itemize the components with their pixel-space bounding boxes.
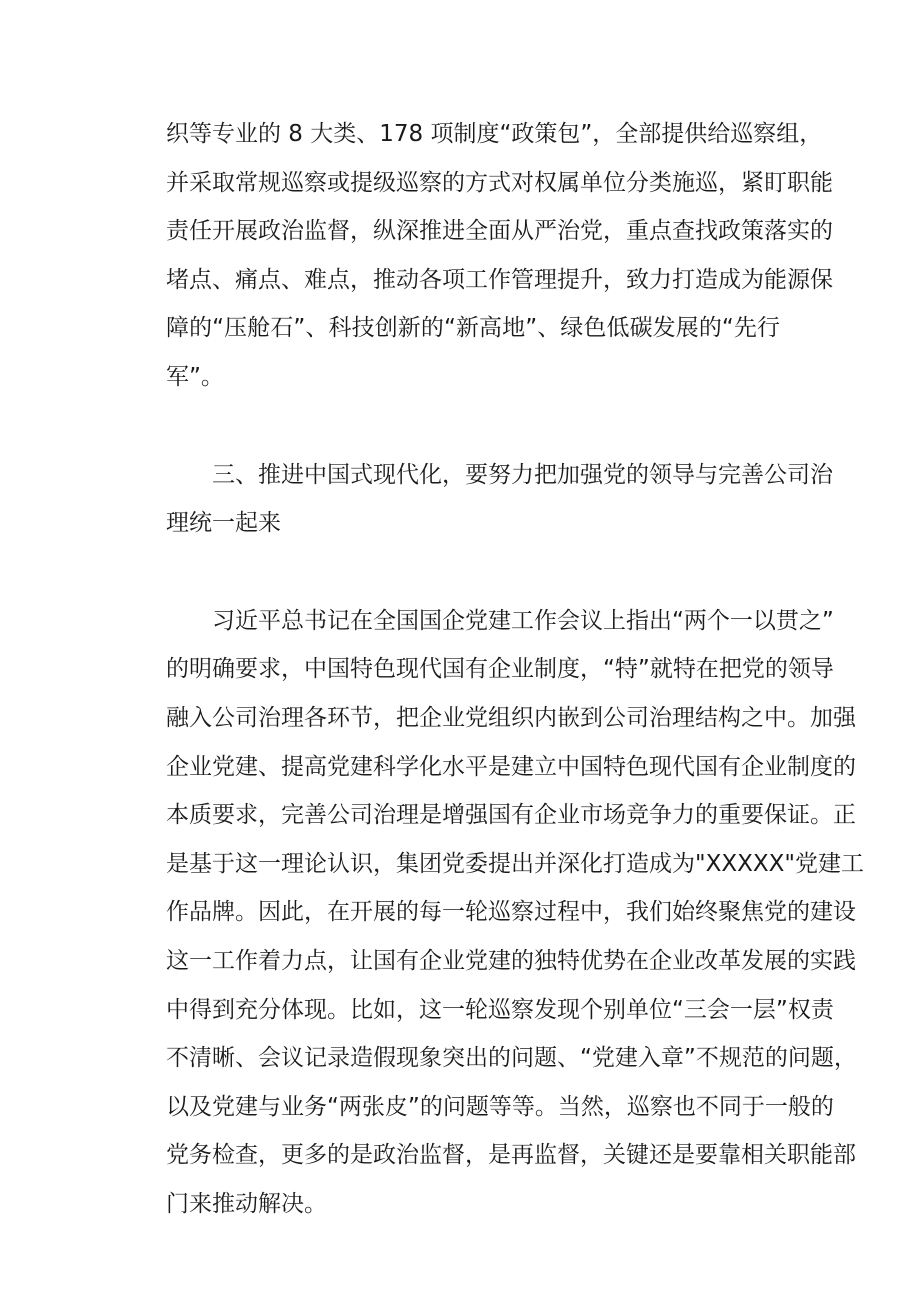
text-line: 并采取常规巡察或提级巡察的方式对权属单位分类施巡，紧盯职能 bbox=[166, 169, 833, 196]
paragraph-party-leadership bbox=[166, 597, 864, 1229]
text-line: 企业党建、提高党建科学化水平是建立中国特色现代国有企业制度的 bbox=[166, 753, 856, 780]
text-line: 习近平总书记在全国国企党建工作会议上指出“两个一以贯之” bbox=[212, 607, 834, 634]
heading-line: 三、推进中国式现代化，要努力把加强党的领导与完善公司治 bbox=[212, 461, 833, 488]
text-line: 的明确要求，中国特色现代国有企业制度，“特”就特在把党的领导 bbox=[166, 656, 834, 683]
text-line: 不清晰、会议记录造假现象突出的问题、“党建入章”不规范的问题， bbox=[166, 1045, 857, 1072]
text-line: 作品牌。因此，在开展的每一轮巡察过程中，我们始终聚焦党的建设 bbox=[166, 899, 856, 926]
text-line: 以及党建与业务“两张皮”的问题等等。当然，巡察也不同于一般的 bbox=[166, 1093, 834, 1120]
text-line: 织等专业的 8 大类、178 项制度“政策包”，全部提供给巡察组， bbox=[166, 121, 823, 147]
text-line: 门来推动解决。 bbox=[166, 1190, 327, 1217]
paragraph-policy-package bbox=[166, 110, 833, 402]
text-line: 堵点、痛点、难点，推动各项工作管理提升，致力打造成为能源保 bbox=[166, 266, 833, 293]
text-line: 是基于这一理论认识，集团党委提出并深化打造成为"XXXXX"党建工 bbox=[166, 850, 864, 877]
paragraph-spacer bbox=[166, 402, 780, 451]
paragraph-spacer bbox=[166, 548, 780, 597]
text-line: 中得到充分体现。比如，这一轮巡察发现个别单位“三会一层”权责 bbox=[166, 996, 834, 1023]
text-line: 障的“压舱石”、科技创新的“新高地”、绿色低碳发展的“先行 bbox=[166, 315, 780, 342]
text-line: 责任开展政治监督，纵深推进全面从严治党，重点查找政策落实的 bbox=[166, 218, 833, 245]
text-line: 融入公司治理各环节，把企业党组织内嵌到公司治理结构之中。加强 bbox=[166, 704, 856, 731]
text-line: 本质要求，完善公司治理是增强国有企业市场竞争力的重要保证。正 bbox=[166, 802, 856, 829]
text-line: 这一工作着力点，让国有企业党建的独特优势在企业改革发展的实践 bbox=[166, 947, 856, 974]
text-line: 党务检查，更多的是政治监督，是再监督，关键还是要靠相关职能部 bbox=[166, 1142, 856, 1169]
section-heading-3 bbox=[166, 451, 833, 548]
heading-line: 理统一起来 bbox=[166, 510, 281, 537]
text-line: 军”。 bbox=[166, 363, 224, 390]
